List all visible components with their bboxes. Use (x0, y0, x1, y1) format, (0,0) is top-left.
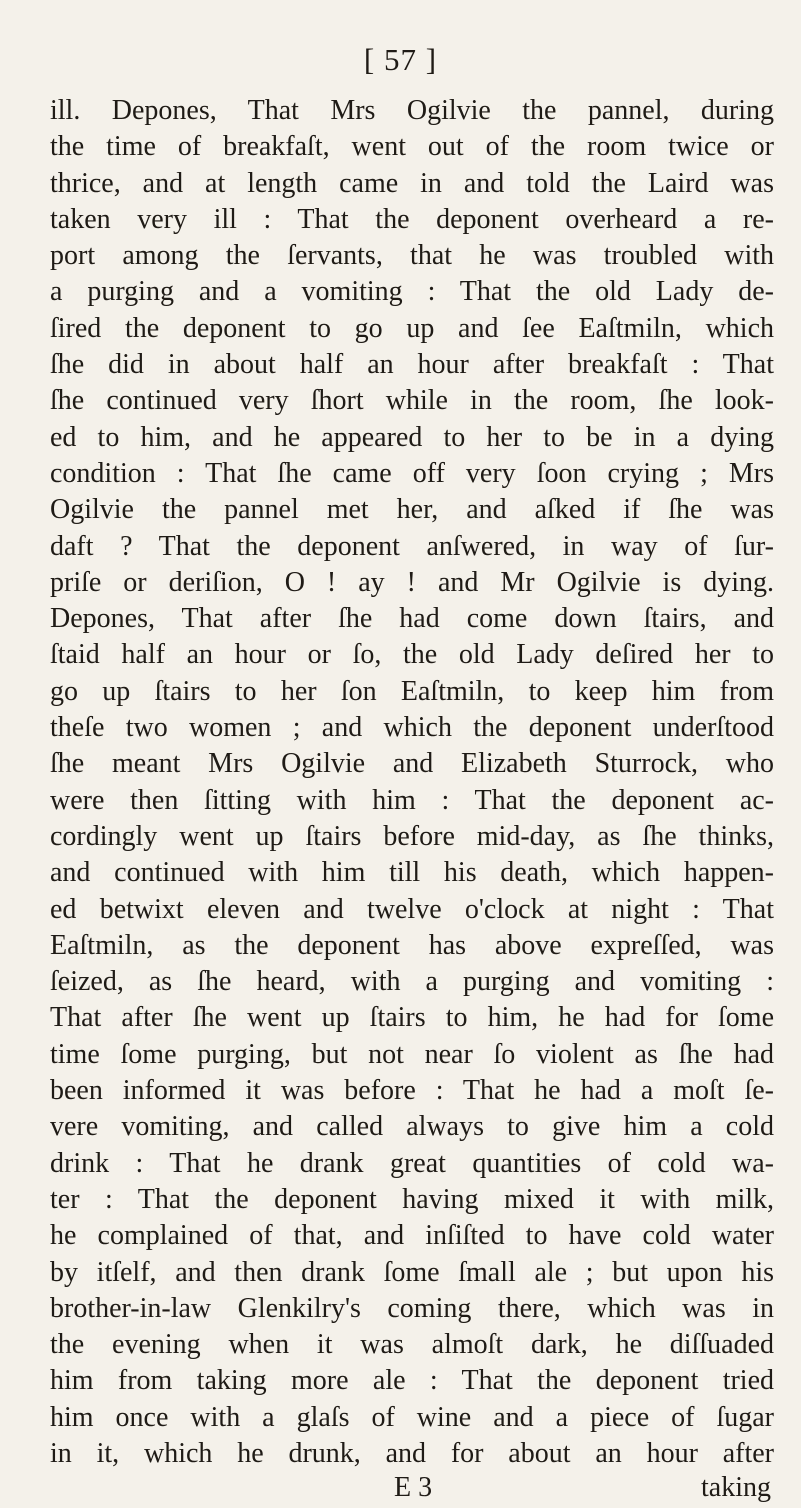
text-line: were then ſitting with him : That the deponent ac- (50, 784, 774, 816)
text-line: cordingly went up ſtairs before mid-day, as ſhe thinks, (50, 820, 774, 852)
text-line: daft ? That the deponent anſwered, in way of ſur- (50, 530, 774, 562)
text-line: him once with a glaſs of wine and a piece of ſugar (50, 1401, 774, 1433)
text-line: drink : That he drank great quantities of cold wa- (50, 1147, 774, 1179)
text-line: ill. Depones, That Mrs Ogilvie the pannel, during (50, 95, 774, 126)
text-line: been informed it was before : That he had a moſt ſe- (50, 1075, 774, 1107)
text-line: ſired the deponent to go up and ſee Eaſtmiln, which (50, 312, 774, 344)
text-line: by itſelf, and then drank ſome ſmall ale ; but upon his (50, 1256, 774, 1288)
text-line: a purging and a vomiting : That the old Lady de- (50, 276, 774, 308)
text-line: Depones, That after ſhe had come down ſtairs, and (50, 603, 774, 635)
text-line: ſtaid half an hour or ſo, the old Lady deſired her to (50, 639, 774, 671)
text-line: ſeized, as ſhe heard, with a purging and vomiting : (50, 966, 774, 998)
text-line: condition : That ſhe came off very ſoon crying ; Mrs (50, 457, 774, 489)
text-line: him from taking more ale : That the deponent tried (50, 1365, 774, 1397)
text-line: he complained of that, and inſiſted to have cold water (50, 1220, 774, 1252)
text-line: Eaſtmiln, as the deponent has above expreſſed, was (50, 929, 774, 961)
text-line: ed to him, and he appeared to her to be in a dying (50, 421, 774, 453)
text-line: go up ſtairs to her ſon Eaſtmiln, to keep him from (50, 675, 774, 707)
text-line: the evening when it was almoſt dark, he diſſuaded (50, 1329, 774, 1361)
text-line: and continued with him till his death, which happen- (50, 857, 774, 889)
text-line: Ogilvie the pannel met her, and aſked if ſhe was (50, 494, 774, 526)
body-text (50, 93, 774, 1472)
text-line: in it, which he drunk, and for about an hour after (50, 1437, 774, 1469)
text-line: theſe two women ; and which the deponent underſtood (50, 712, 774, 744)
text-line: ed betwixt eleven and twelve o'clock at night : That (50, 893, 774, 925)
text-line: ſhe did in about half an hour after breakfaſt : That (50, 349, 774, 381)
text-line: time ſome purging, but not near ſo violent as ſhe had (50, 1038, 774, 1070)
signature-mark: E 3 (394, 1472, 433, 1503)
catchword: taking (701, 1472, 771, 1503)
page-footer (0, 1472, 801, 1508)
text-line: port among the ſervants, that he was troubled with (50, 240, 774, 272)
text-line: the time of breakfaſt, went out of the room twice or (50, 131, 774, 163)
text-line: ter : That the deponent having mixed it with milk, (50, 1183, 774, 1215)
text-line: vere vomiting, and called always to give him a cold (50, 1111, 774, 1143)
text-line: ſhe continued very ſhort while in the room, ſhe look- (50, 385, 774, 417)
text-line: ſhe meant Mrs Ogilvie and Elizabeth Sturrock, who (50, 748, 774, 780)
text-line: priſe or deriſion, O ! ay ! and Mr Ogilvie is dying. (50, 566, 774, 598)
text-line: That after ſhe went up ſtairs to him, he had for ſome (50, 1002, 774, 1034)
page-number: [ 57 ] (363, 42, 438, 77)
text-line: brother-in-law Glenkilry's coming there, which was in (50, 1292, 774, 1324)
text-line: taken very ill : That the deponent overheard a re- (50, 203, 774, 235)
text-line: thrice, and at length came in and told the Laird was (50, 167, 774, 199)
